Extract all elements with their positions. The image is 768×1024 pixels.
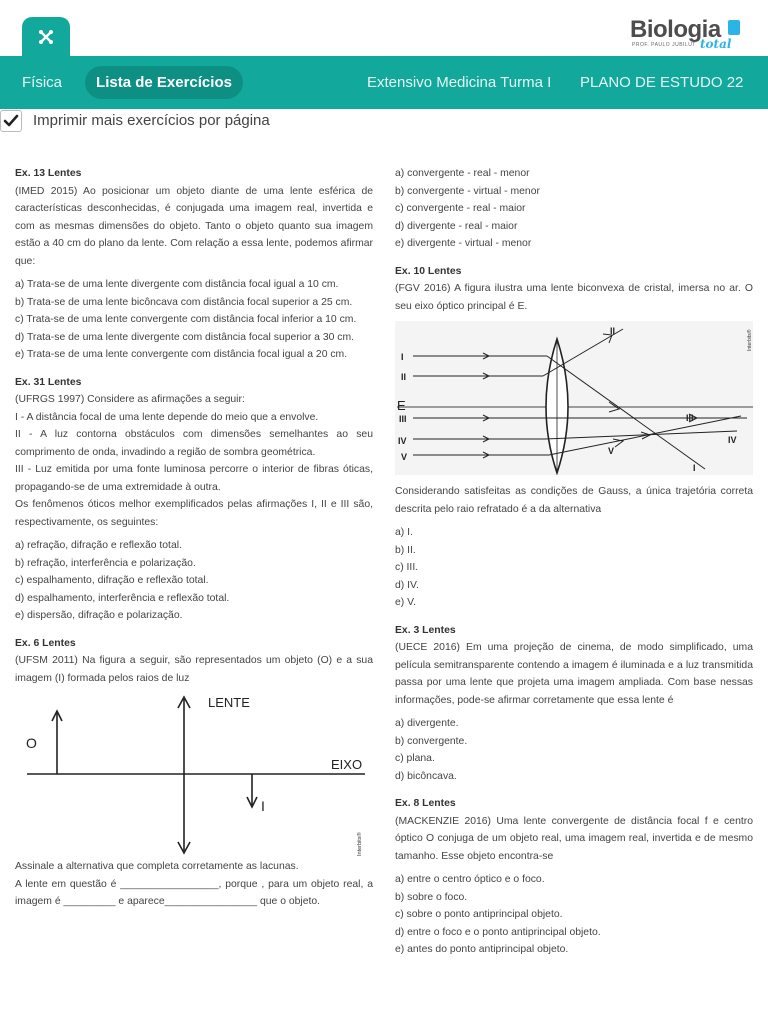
option-d: d) bicôncava.: [395, 770, 457, 782]
option-a: a) convergente - real - menor: [395, 168, 530, 179]
ray-label-ii: II: [401, 372, 407, 382]
exercise-title: Ex. 3 Lentes: [395, 624, 456, 636]
ray-label-v: V: [401, 452, 408, 462]
exercise-31: [15, 374, 373, 625]
logo-total-text: total: [700, 37, 732, 51]
logo-box-icon: [728, 20, 740, 35]
exercise-title: Ex. 8 Lentes: [395, 798, 456, 809]
option-e: e) divergente - virtual - menor: [395, 238, 532, 249]
tab-lista-de-exercicios[interactable]: Lista de Exercícios: [85, 66, 243, 99]
app-menu-icon: [38, 29, 54, 45]
option-a: a) refração, difração e reflexão total.: [15, 540, 182, 551]
lens-diagram: [15, 691, 365, 856]
axis-label-e: E: [397, 398, 406, 413]
exercise-stem-line: II - A luz contorna obstáculos com dimensões semelhantes ao seu comprimento de onda, invadindo a região de sombra geométrica.: [15, 429, 373, 458]
option-b: b) convergente.: [395, 735, 468, 747]
nav-bar: [0, 56, 768, 109]
logo-subtitle: PROF. PAULO JUBILUT: [632, 42, 696, 48]
exercise-title: Ex. 10 Lentes: [395, 265, 462, 277]
object-label: O: [26, 735, 37, 751]
right-column: [395, 165, 753, 969]
exercise-stem: (IMED 2015) Ao posicionar um objeto diante de uma lente esférica de características desconhecidas, é conjugada uma imagem real, invertida e com as mesmas dimensões do objeto. Tanto o objeto quanto sua imagem estão a 40 cm do plano da lente. Com relação a essa lente, podemos afirmar que:: [15, 185, 373, 267]
ray-out-label-iv: IV: [728, 435, 737, 445]
option-b: b) sobre o foco.: [395, 891, 468, 903]
exercise-6: [15, 635, 373, 911]
option-e: e) dispersão, difração e polarização.: [15, 610, 183, 621]
exercise-stem-line: III - Luz emitida por uma fonte luminosa percorre o interior de fibras óticas, propagando-se de uma extremidade à outra.: [15, 464, 373, 493]
exercise-stem: (UFSM 2011) Na figura a seguir, são representados um objeto (O) e a sua imagem (I) formada pelos raios de luz: [15, 655, 373, 684]
lens-label: LENTE: [208, 695, 250, 710]
biconvex-lens-figure: [395, 321, 753, 475]
exercise-title: Ex. 13 Lentes: [15, 168, 82, 179]
lens-figure: [15, 691, 365, 856]
ray-label-iii: III: [399, 414, 407, 424]
option-d: d) divergente - real - maior: [395, 220, 518, 232]
option-d: d) entre o foco e o ponto antiprincipal objeto.: [395, 926, 601, 938]
nav-plan[interactable]: PLANO DE ESTUDO 22: [580, 74, 744, 91]
print-more-checkbox[interactable]: [0, 110, 22, 132]
checkmark-icon: [3, 114, 19, 128]
exercise-6-options: [395, 165, 753, 253]
option-a: a) I.: [395, 527, 413, 538]
option-c: c) espalhamento, difração e reflexão total.: [15, 575, 209, 586]
ray-out-label-iii: III: [686, 413, 694, 423]
option-e: e) antes do ponto antiprincipal objeto.: [395, 944, 569, 955]
option-a: a) entre o centro óptico e o foco.: [395, 874, 545, 885]
option-b: b) Trata-se de uma lente bicôncava com distância focal superior a 25 cm.: [15, 296, 353, 308]
option-b: b) refração, interferência e polarização.: [15, 557, 196, 569]
nav-course[interactable]: Extensivo Medicina Turma I: [367, 74, 552, 91]
exercise-10: [395, 263, 753, 612]
question-line: Assinale a alternativa que completa corretamente as lacunas.: [15, 861, 299, 872]
exercise-13: [15, 165, 373, 364]
option-c: c) III.: [395, 562, 419, 573]
option-d: d) IV.: [395, 579, 419, 591]
biconvex-lens-diagram: [395, 321, 753, 475]
nav-subject[interactable]: Física: [22, 74, 63, 91]
figure-credit: Interbits®: [747, 329, 753, 351]
question-text: Considerando satisfeitas as condições de Gauss, a única trajetória correta descrita pelo raio refratado é a da alternativa: [395, 486, 753, 515]
option-e: e) Trata-se de uma lente convergente com distância focal igual a 20 cm.: [15, 349, 348, 360]
biologia-total-logo[interactable]: [630, 18, 748, 52]
option-e: e) V.: [395, 597, 416, 608]
exercise-3: [395, 622, 753, 786]
exercise-stem: (FGV 2016) A figura ilustra uma lente biconvexa de cristal, imersa no ar. O seu eixo óptico principal é E.: [395, 283, 753, 312]
exercise-stem-line: Os fenômenos óticos melhor exemplificados pelas afirmações I, II e III são, respectivamente, os seguintes:: [15, 499, 373, 528]
option-c: c) sobre o ponto antiprincipal objeto.: [395, 909, 563, 920]
exercise-stem-line: (UFRGS 1997) Considere as afirmações a seguir:: [15, 394, 245, 405]
option-b: b) II.: [395, 544, 416, 556]
question-line: A lente em questão é _________________, porque , para um objeto real, a imagem é _________ e aparece________________ que o objeto.: [15, 878, 373, 907]
figure-credit: Interbits®: [357, 832, 363, 856]
option-d: d) Trata-se de uma lente divergente com distância focal superior a 30 cm.: [15, 331, 355, 343]
ray-label-iv: IV: [398, 436, 407, 446]
left-column: [15, 165, 373, 921]
exercise-title: Ex. 31 Lentes: [15, 376, 82, 388]
exercise-stem: (UECE 2016) Em uma projeção de cinema, de modo simplificado, uma película semitransparente contendo a imagem é iluminada e a luz transmitida passa por uma lente que projeta uma imagem ampliada. Com base nessas informações, pode-se afirmar corretamente que essa lente é: [395, 642, 753, 706]
option-d: d) espalhamento, interferência e reflexão total.: [15, 592, 230, 604]
top-bar: [0, 0, 768, 56]
option-c: c) Trata-se de uma lente convergente com distância focal inferior a 10 cm.: [15, 314, 357, 325]
print-more-label: Imprimir mais exercícios por página: [33, 112, 270, 129]
ray-out-label-ii: II: [610, 326, 616, 336]
print-option-row: [0, 109, 768, 135]
exercise-stem: (MACKENZIE 2016) Uma lente convergente de distância focal f e centro óptico O conjuga de um objeto real, uma imagem real, invertida e de mesmo tamanho. Esse objeto encontra-se: [395, 815, 753, 862]
option-a: a) divergente.: [395, 718, 459, 729]
exercise-title: Ex. 6 Lentes: [15, 637, 76, 649]
ray-out-label-i: I: [693, 463, 696, 473]
image-label: I: [261, 798, 265, 814]
home-tab[interactable]: [22, 17, 70, 57]
logo-main-text: Biologia: [630, 16, 721, 43]
option-c: c) convergente - real - maior: [395, 203, 526, 214]
option-a: a) Trata-se de uma lente divergente com distância focal igual a 10 cm.: [15, 279, 339, 290]
exercise-8: [395, 795, 753, 959]
option-c: c) plana.: [395, 753, 435, 764]
option-b: b) convergente - virtual - menor: [395, 185, 540, 197]
ray-out-label-v: V: [608, 446, 615, 456]
axis-label: EIXO: [331, 757, 363, 772]
exercise-stem-line: I - A distância focal de uma lente depende do meio que a envolve.: [15, 411, 319, 423]
ray-label-i: I: [401, 352, 404, 362]
